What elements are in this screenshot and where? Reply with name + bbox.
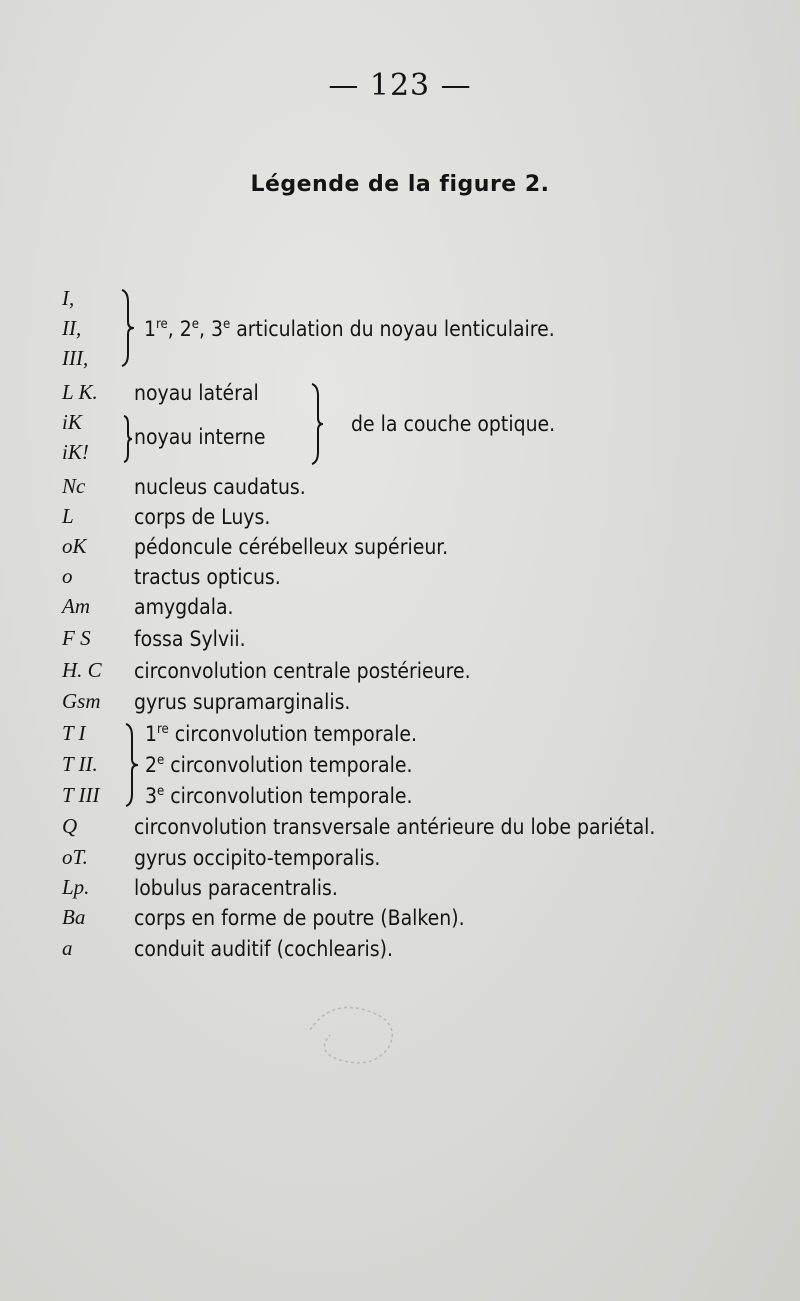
legend-description: lobulus paracentralis.	[134, 876, 338, 900]
legend-description: 1re circonvolution temporale.	[145, 722, 417, 746]
left-brace	[118, 288, 138, 368]
legend-abbr: F S	[62, 626, 91, 650]
legend-description: fossa Sylvii.	[134, 627, 246, 651]
legend-description: 1re, 2e, 3e articulation du noyau lenticulaire.	[144, 317, 555, 341]
legend-abbr: Gsm	[62, 689, 101, 713]
legend-abbr: oK	[62, 534, 87, 558]
legend-abbr: Ba	[62, 905, 86, 929]
legend-description: conduit auditif (cochlearis).	[134, 937, 394, 961]
legend-abbr: oT.	[62, 845, 88, 869]
legend-description: amygdala.	[134, 595, 234, 619]
legend-abbr: iK!	[62, 440, 89, 464]
legend-abbr: T I	[62, 721, 86, 745]
legend-description: nucleus caudatus.	[134, 475, 306, 499]
legend-abbr: H. C	[62, 658, 102, 682]
page-number: — 123 —	[328, 68, 472, 103]
legend-abbr: L	[62, 504, 74, 528]
legend-abbr: o	[62, 564, 73, 588]
left-brace	[120, 414, 134, 464]
legend-description: corps de Luys.	[134, 505, 271, 529]
legend-description: circonvolution transversale antérieure du lobe pariétal.	[134, 815, 656, 839]
page-title: Légende de la figure 2.	[250, 172, 550, 197]
legend-description: pédoncule cérébelleux supérieur.	[134, 535, 449, 559]
legend-description: tractus opticus.	[134, 565, 281, 589]
legend-abbr: Nc	[62, 474, 86, 498]
legend-abbr: III,	[62, 346, 89, 370]
legend-description: gyrus supramarginalis.	[134, 690, 351, 714]
legend-abbr: II,	[62, 316, 82, 340]
legend-description: circonvolution centrale postérieure.	[134, 659, 471, 683]
legend-description: gyrus occipito-temporalis.	[134, 846, 381, 870]
right-brace	[306, 382, 326, 466]
legend-description: 3e circonvolution temporale.	[145, 784, 413, 808]
legend-abbr: L K.	[62, 380, 98, 404]
legend-abbr: I,	[62, 286, 75, 310]
legend-description: corps en forme de poutre (Balken).	[134, 906, 465, 930]
legend-abbr: Lp.	[62, 875, 90, 899]
legend-description: 2e circonvolution temporale.	[145, 753, 413, 777]
ornament-bleed	[290, 990, 440, 1080]
legend-abbr: T II.	[62, 752, 98, 776]
legend-abbr: iK	[62, 410, 82, 434]
legend-description: noyau latéral	[134, 381, 259, 405]
legend-description: de la couche optique.	[351, 412, 556, 436]
legend-abbr: a	[62, 936, 73, 960]
right-brace	[124, 722, 142, 808]
legend-abbr: Q	[62, 814, 78, 838]
legend-abbr: T III	[62, 783, 100, 807]
legend-abbr: Am	[62, 594, 90, 618]
legend-description: noyau interne	[134, 425, 266, 449]
